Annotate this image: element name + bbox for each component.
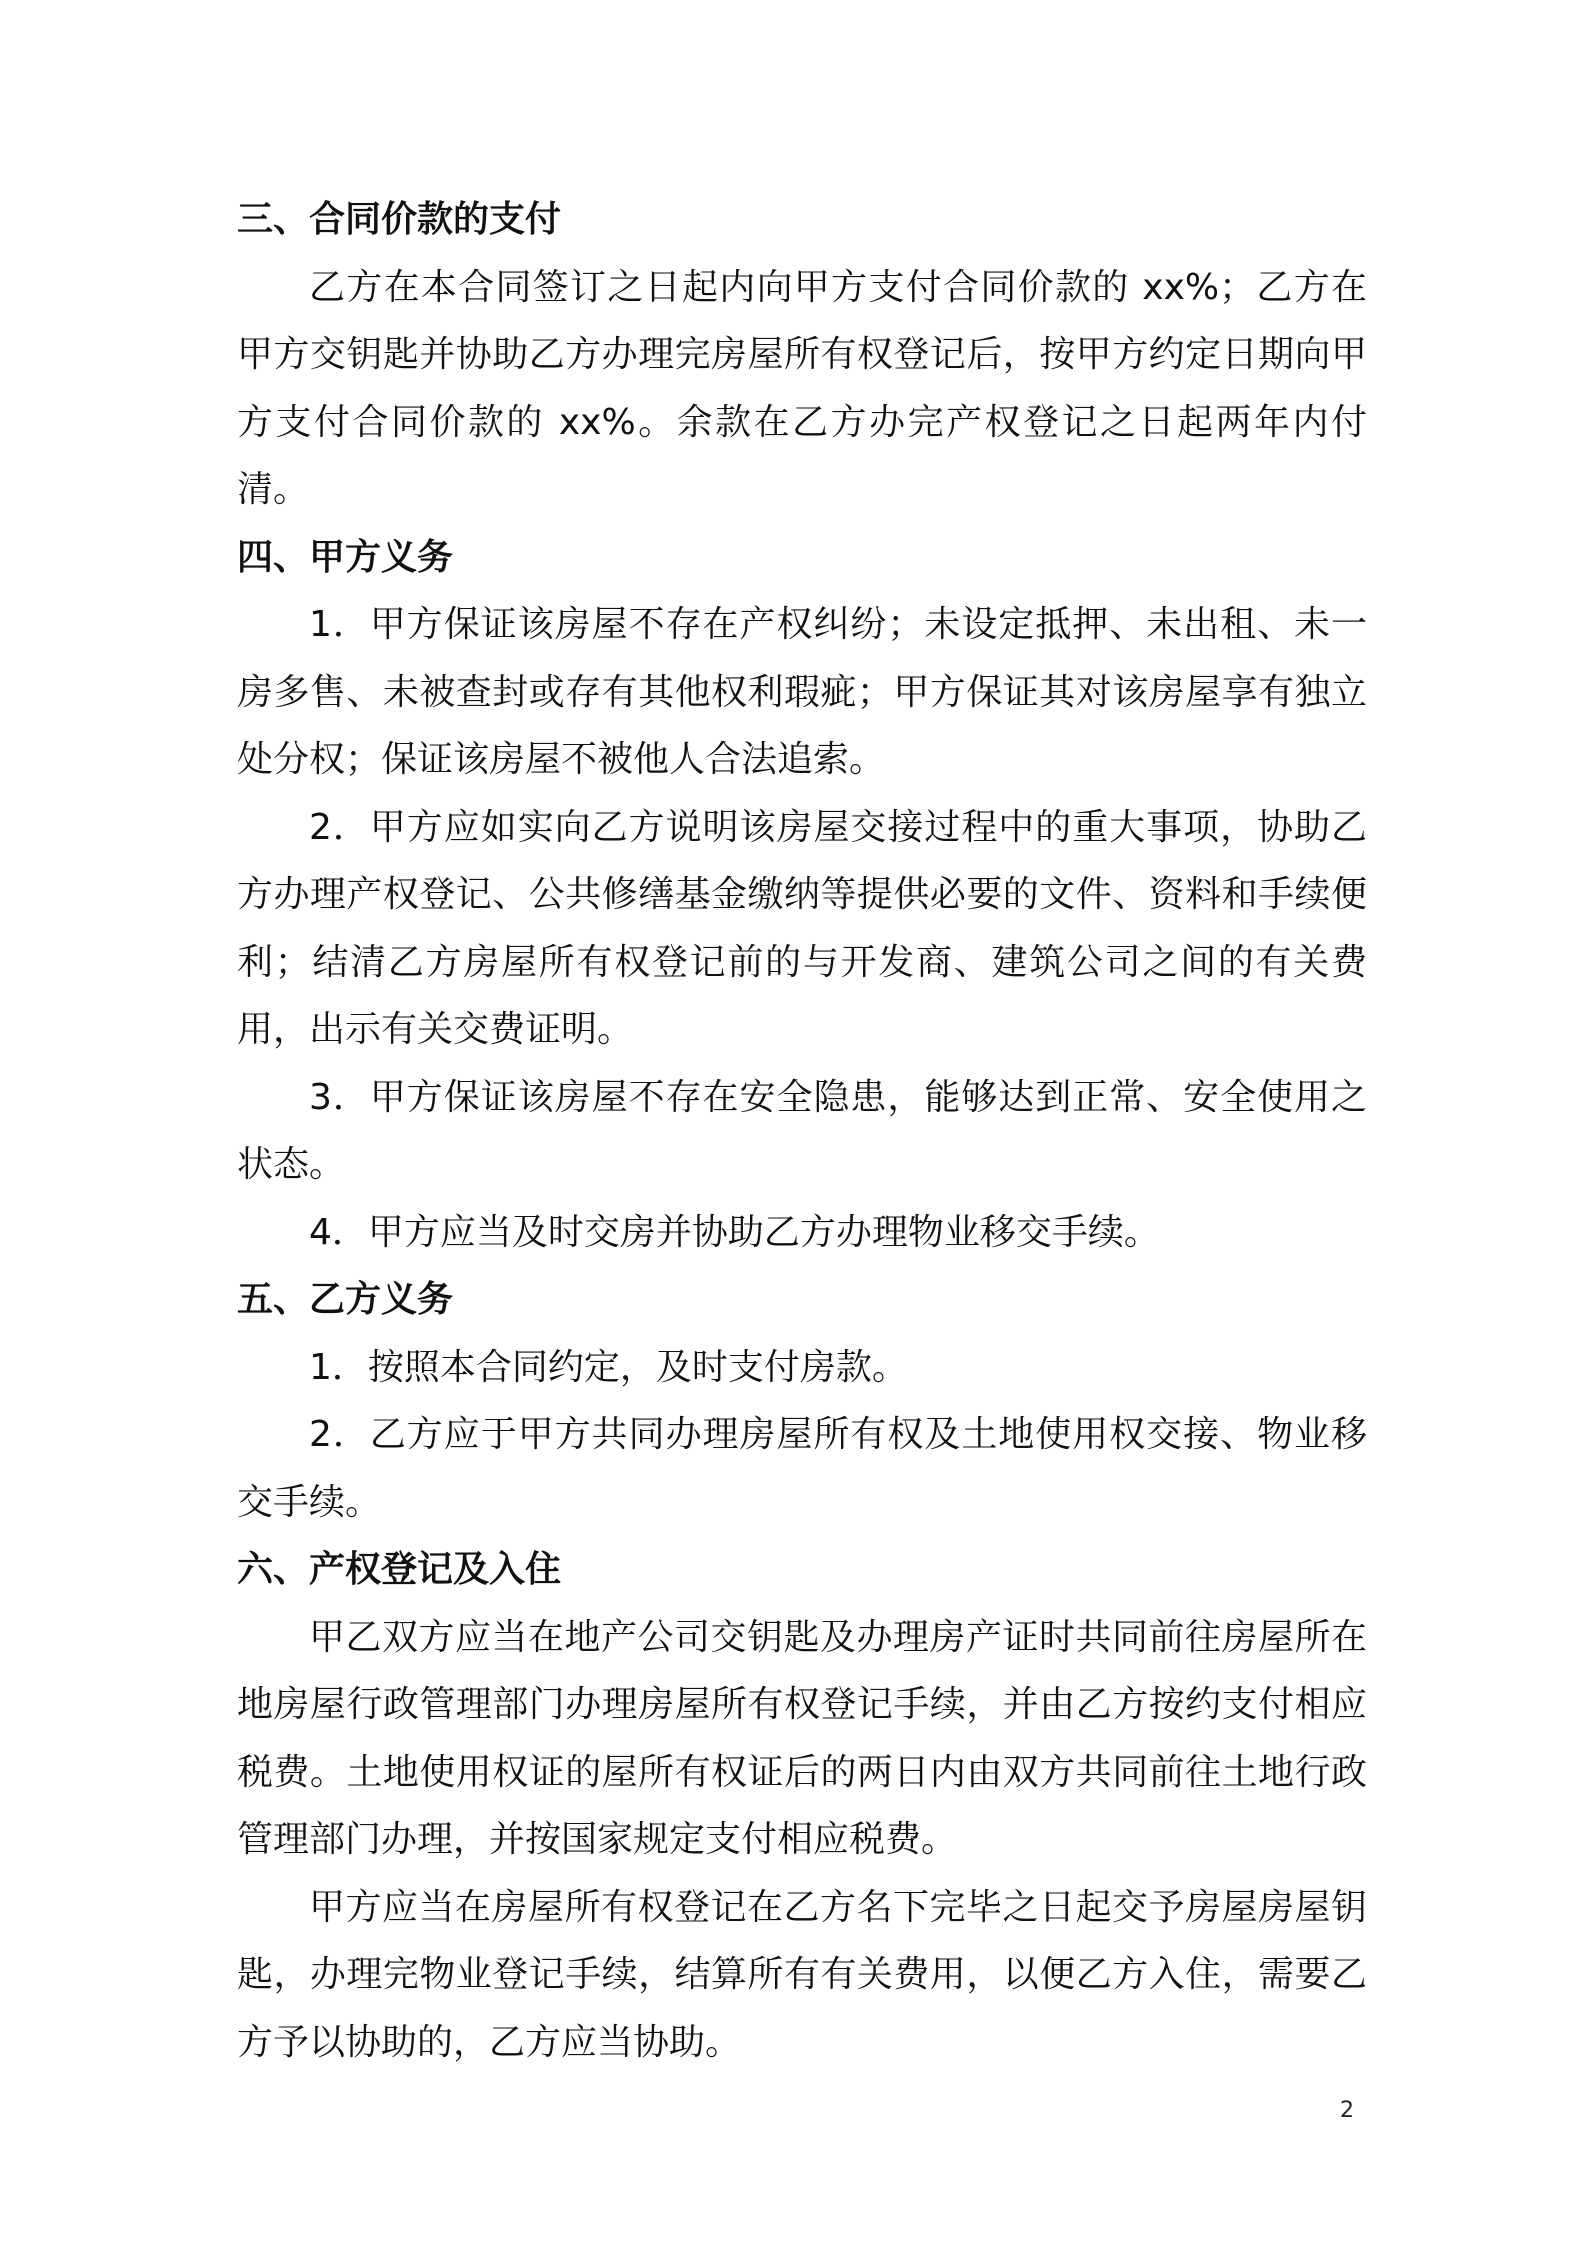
- section-heading-payment: 三、合同价款的支付: [237, 199, 562, 240]
- paragraph: 2．乙方应于甲方共同办理房屋所有权及土地使用权交接、物业移交手续。: [237, 1414, 1367, 1523]
- paragraph: 1．甲方保证该房屋不存在产权纠纷；未设定抵押、未出租、未一房多售、未被查封或存有其他权利瑕疵；甲方保证其对该房屋享有独立处分权；保证该房屋不被他人合法追索。: [237, 604, 1367, 780]
- paragraph: 1．按照本合同约定，及时支付房款。: [309, 1346, 908, 1388]
- paragraph: 甲方应当在房屋所有权登记在乙方名下完毕之日起交予房屋房屋钥匙，办理完物业登记手续，结算所有有关费用，以便乙方入住，需要乙方予以协助的，乙方应当协助。: [237, 1886, 1367, 2063]
- section-heading-party-a-duties: 四、甲方义务: [237, 536, 454, 578]
- document-page: [237, 186, 1367, 2076]
- paragraph: 乙方在本合同签订之日起内向甲方支付合同价款的 xx%；乙方在甲方交钥匙并协助乙方办理完房屋所有权登记后，按甲方约定日期向甲方支付合同价款的 xx%。余款在乙方办完产权登记之日起两年内付清。: [237, 266, 1367, 510]
- paragraph: 4．甲方应当及时交房并协助乙方办理物业移交手续。: [309, 1211, 1160, 1253]
- page-number: 2: [1340, 2098, 1354, 2123]
- section-heading-registration: 六、产权登记及入住: [237, 1549, 562, 1590]
- paragraph: 3．甲方保证该房屋不存在安全隐患，能够达到正常、安全使用之状态。: [237, 1076, 1367, 1185]
- paragraph: 2．甲方应如实向乙方说明该房屋交接过程中的重大事项，协助乙方办理产权登记、公共修缮基金缴纳等提供必要的文件、资料和手续便利；结清乙方房屋所有权登记前的与开发商、建筑公司之间的有关费用，出示有关交费证明。: [237, 806, 1367, 1050]
- section-heading-party-b-duties: 五、乙方义务: [237, 1279, 454, 1320]
- paragraph: 甲乙双方应当在地产公司交钥匙及办理房产证时共同前往房屋所在地房屋行政管理部门办理房屋所有权登记手续，并由乙方按约支付相应税费。土地使用权证的屋所有权证后的两日内由双方共同前往土地行政管理部门办理，并按国家规定支付相应税费。: [237, 1616, 1367, 1860]
